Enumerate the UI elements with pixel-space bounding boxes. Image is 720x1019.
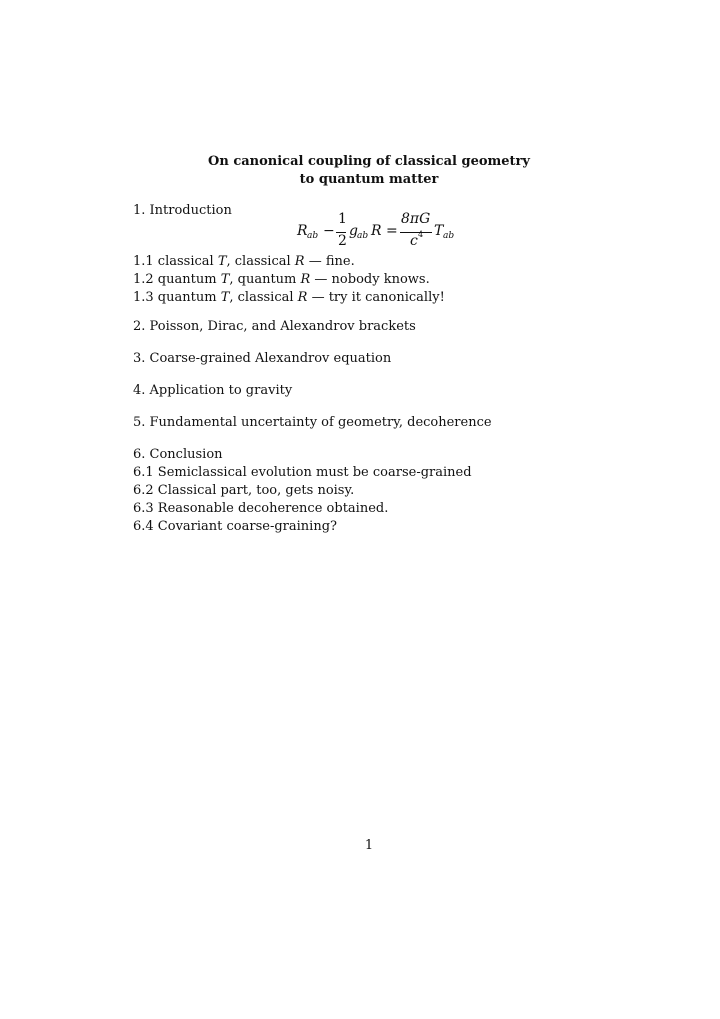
- item-text: , quantum: [229, 272, 301, 287]
- section-conclusion: [133, 446, 472, 536]
- title-line-1: On canonical coupling of classical geometry: [208, 154, 530, 169]
- eq-g: g: [349, 223, 358, 239]
- item-text: — fine.: [304, 254, 355, 269]
- eq-R2: R: [371, 223, 382, 239]
- eq-R-subscript: ab: [307, 231, 319, 241]
- item-text: — nobody knows.: [310, 272, 430, 287]
- paper-title: [0, 153, 720, 189]
- section-introduction: [133, 202, 232, 220]
- item-text: — try it canonically!: [307, 290, 445, 305]
- eq-coef-denominator: c: [410, 233, 418, 249]
- list-item: [133, 289, 445, 307]
- eq-T: T: [434, 223, 444, 239]
- list-item: 6.4 Covariant coarse-graining?: [133, 519, 337, 534]
- section-heading: 1. Introduction: [133, 203, 232, 218]
- section-brackets: 2. Poisson, Dirac, and Alexandrov brackets: [133, 319, 416, 334]
- eq-T-subscript: ab: [443, 231, 455, 241]
- item-var: R: [297, 290, 308, 305]
- item-text: 1.3 quantum: [133, 290, 221, 305]
- section-heading: 6. Conclusion: [133, 447, 223, 462]
- list-item: 6.1 Semiclassical evolution must be coarse-grained: [133, 465, 472, 480]
- title-line-2: to quantum matter: [299, 172, 439, 187]
- eq-coef-superscript: 4: [418, 230, 424, 239]
- list-item: 6.2 Classical part, too, gets noisy.: [133, 483, 355, 498]
- eq-minus: −: [323, 223, 335, 239]
- item-text: 1.1 classical: [133, 254, 218, 269]
- eq-half-denominator: 2: [338, 233, 347, 249]
- introduction-items: [133, 253, 445, 307]
- section-coarse-grained: 3. Coarse-grained Alexandrov equation: [133, 351, 392, 366]
- list-item: 6.3 Reasonable decoherence obtained.: [133, 501, 389, 516]
- eq-coef-numerator: 8πG: [401, 211, 431, 227]
- item-var: T: [220, 290, 230, 305]
- eq-equals: =: [386, 223, 398, 239]
- section-uncertainty: 5. Fundamental uncertainty of geometry, decoherence: [133, 415, 492, 430]
- item-text: 1.2 quantum: [133, 272, 221, 287]
- item-var: T: [220, 272, 230, 287]
- item-var: R: [294, 254, 305, 269]
- item-text: , classical: [229, 290, 298, 305]
- eq-half-numerator: 1: [338, 211, 347, 227]
- list-item: [133, 253, 445, 271]
- eq-R: R: [297, 223, 308, 239]
- eq-g-subscript: ab: [357, 231, 369, 241]
- item-var: R: [300, 272, 311, 287]
- page-number: 1: [364, 838, 374, 853]
- item-var: T: [217, 254, 227, 269]
- list-item: [133, 271, 445, 289]
- section-gravity: 4. Application to gravity: [133, 383, 293, 398]
- item-text: , classical: [226, 254, 295, 269]
